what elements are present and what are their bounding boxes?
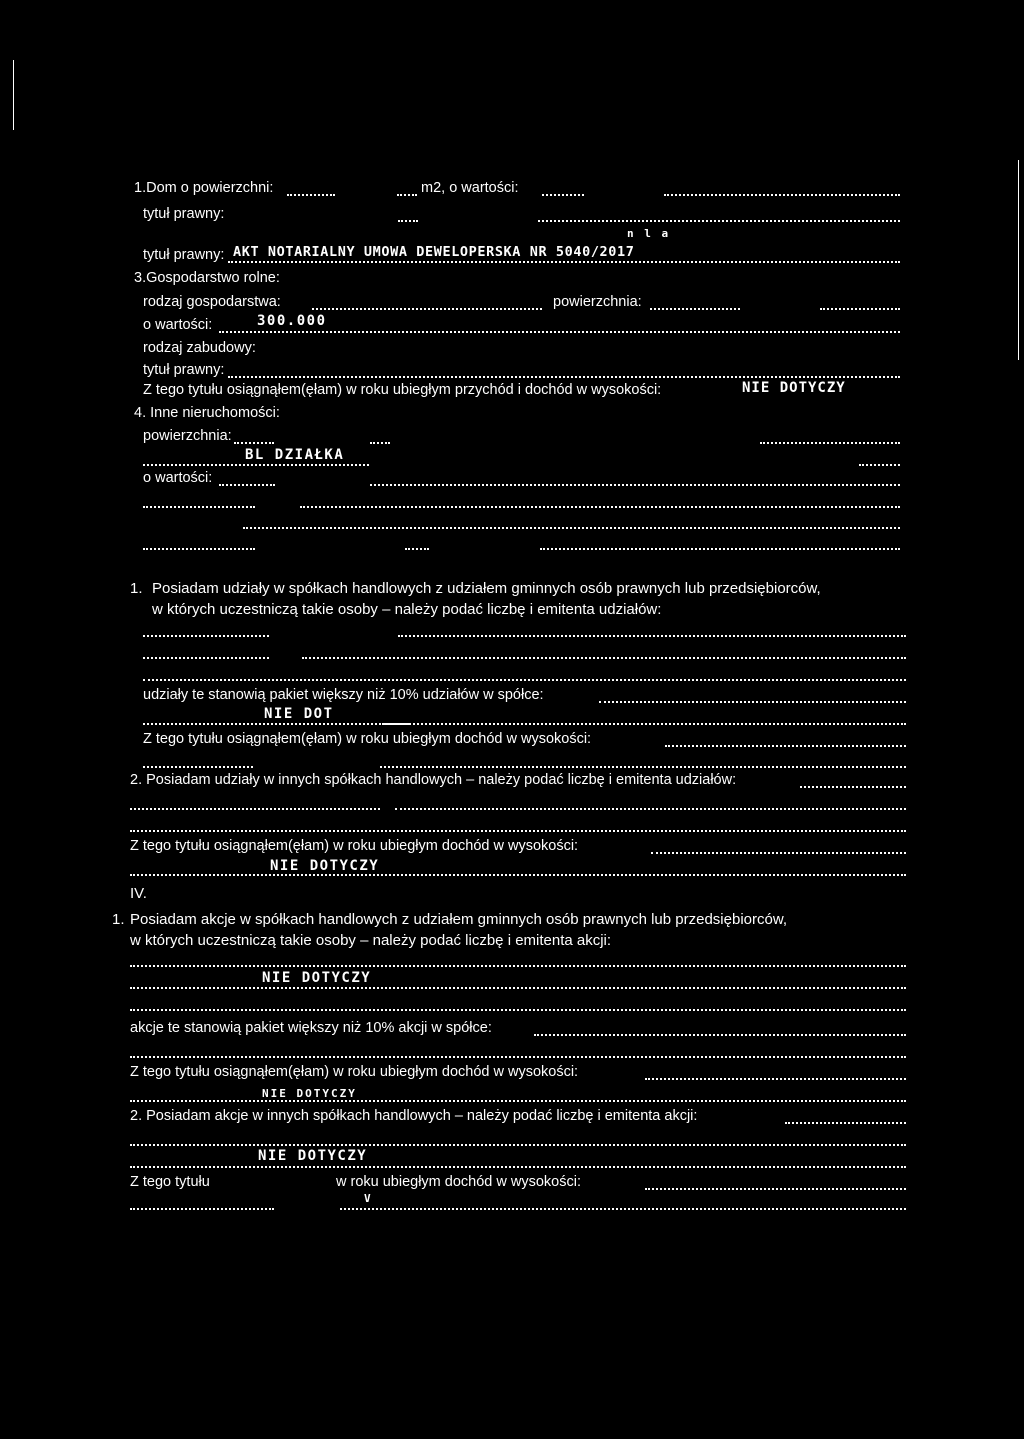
- fill-line: [395, 808, 906, 810]
- scan-edge-mark: [13, 60, 14, 130]
- fill-line: [130, 874, 906, 876]
- apartment-title-label: tytuł prawny:: [143, 247, 225, 263]
- fill-line: [405, 548, 429, 550]
- stocks-item2-text: 2. Posiadam akcje w innych spółkach handlowych – należy podać liczbę i emitenta akcji:: [130, 1108, 698, 1124]
- stocks-package-text: akcje te stanowią pakiet większy niż 10% akcji w spółce:: [130, 1020, 492, 1036]
- stocks-item2-income-handwritten: V: [364, 1192, 373, 1205]
- fill-line: [234, 442, 274, 444]
- stamp-fragment: n l a: [627, 227, 671, 240]
- house-value-label: m2, o wartości:: [421, 180, 519, 196]
- fill-line: [664, 194, 900, 196]
- stocks-item1-number: 1.: [112, 911, 125, 928]
- fill-line: [143, 635, 269, 637]
- scan-edge-mark: [1018, 160, 1019, 360]
- shares-package-handwritten: NIE DOT: [264, 706, 334, 722]
- fill-line: [130, 1144, 906, 1146]
- other-area-handwritten: BL DZIAŁKA: [245, 447, 345, 463]
- fill-line: [219, 331, 900, 333]
- other-area-label: powierzchnia:: [143, 428, 232, 444]
- fill-line: [785, 1122, 906, 1124]
- house-title-label: tytuł prawny:: [143, 206, 225, 222]
- shares-item1-text-line2: w których uczestniczą takie osoby – należy podać liczbę i emitenta udziałów:: [152, 601, 662, 618]
- farm-value-handwritten: 300.000: [257, 313, 327, 329]
- farm-value-label: o wartości:: [143, 317, 213, 333]
- farm-buildings-label: rodzaj zabudowy:: [143, 340, 256, 356]
- fill-line: [382, 723, 906, 725]
- fill-line: [397, 194, 417, 196]
- fill-line: [312, 308, 542, 310]
- fill-line: [300, 506, 900, 508]
- fill-line: [800, 786, 906, 788]
- fill-line: [645, 1078, 906, 1080]
- fill-line: [599, 701, 906, 703]
- fill-line: [130, 1100, 906, 1102]
- fill-line: [398, 220, 418, 222]
- fill-line: [370, 484, 900, 486]
- fill-line: [820, 308, 900, 310]
- fill-line: [340, 1208, 906, 1210]
- farm-income-text: Z tego tytułu osiągnąłem(ęłam) w roku ubiegłym przychód i dochód w wysokości:: [143, 382, 662, 398]
- fill-line: [130, 987, 906, 989]
- fill-line: [143, 548, 255, 550]
- stocks-item1-income-handwritten: NIE DOTYCZY: [262, 1087, 357, 1100]
- section-iv-heading: IV.: [130, 885, 147, 902]
- fill-line: [302, 657, 906, 659]
- farm-title-label: tytuł prawny:: [143, 362, 225, 378]
- fill-line: [143, 679, 906, 681]
- shares-item2-text: 2. Posiadam udziały w innych spółkach handlowych – należy podać liczbę i emitenta udziałów:: [130, 772, 737, 788]
- fill-line: [650, 308, 740, 310]
- stocks-item2-handwritten: NIE DOTYCZY: [258, 1148, 368, 1164]
- stocks-item2-income-text-b: w roku ubiegłym dochód w wysokości:: [336, 1174, 581, 1190]
- fill-line: [130, 1056, 906, 1058]
- fill-line: [143, 723, 409, 725]
- house-area-label: 1.Dom o powierzchni:: [134, 180, 274, 196]
- fill-line: [228, 261, 900, 263]
- shares-item2-income-handwritten: NIE DOTYCZY: [270, 858, 380, 874]
- fill-line: [130, 965, 906, 967]
- shares-item1-text-line1: Posiadam udziały w spółkach handlowych z udziałem gminnych osób prawnych lub przedsiębiorców,: [152, 580, 821, 597]
- fill-line: [143, 464, 369, 466]
- fill-line: [143, 506, 255, 508]
- shares-item1-number: 1.: [130, 580, 143, 597]
- shares-item2-income-text: Z tego tytułu osiągnąłem(ęłam) w roku ubiegłym dochód w wysokości:: [130, 838, 579, 854]
- shares-item1-income-text: Z tego tytułu osiągnąłem(ęłam) w roku ubiegłym dochód w wysokości:: [143, 731, 592, 747]
- shares-package-text: udziały te stanowią pakiet większy niż 10% udziałów w spółce:: [143, 687, 544, 703]
- fill-line: [380, 766, 906, 768]
- other-heading: 4. Inne nieruchomości:: [134, 405, 280, 421]
- fill-line: [760, 442, 900, 444]
- farm-type-label: rodzaj gospodarstwa:: [143, 294, 281, 310]
- fill-line: [859, 464, 900, 466]
- fill-line: [143, 657, 269, 659]
- farm-income-handwritten: NIE DOTYCZY: [742, 380, 846, 396]
- fill-line: [130, 808, 380, 810]
- fill-line: [534, 1034, 906, 1036]
- farm-area-label: powierzchnia:: [553, 294, 642, 310]
- fill-line: [130, 830, 906, 832]
- fill-line: [538, 220, 900, 222]
- stocks-item2-income-text-a: Z tego tytułu: [130, 1174, 210, 1190]
- fill-line: [540, 548, 900, 550]
- fill-line: [665, 745, 906, 747]
- fill-line: [130, 1208, 274, 1210]
- fill-line: [370, 442, 390, 444]
- fill-line: [130, 1009, 906, 1011]
- fill-line: [651, 852, 906, 854]
- fill-line: [243, 527, 900, 529]
- fill-line: [645, 1188, 906, 1190]
- stocks-item1-handwritten: NIE DOTYCZY: [262, 970, 372, 986]
- stocks-item1-income-text: Z tego tytułu osiągnąłem(ęłam) w roku ubiegłym dochód w wysokości:: [130, 1064, 579, 1080]
- other-value-label: o wartości:: [143, 470, 213, 486]
- fill-line: [287, 194, 335, 196]
- apartment-title-handwritten: AKT NOTARIALNY UMOWA DEWELOPERSKA NR 5040/2017: [233, 244, 635, 260]
- fill-line: [542, 194, 584, 196]
- fill-line: [398, 635, 906, 637]
- fill-line: [143, 766, 253, 768]
- fill-line: [228, 376, 900, 378]
- fill-line: [219, 484, 275, 486]
- stocks-item1-text-line1: Posiadam akcje w spółkach handlowych z udziałem gminnych osób prawnych lub przedsiębiorców,: [130, 911, 788, 928]
- farm-heading: 3.Gospodarstwo rolne:: [134, 270, 280, 286]
- fill-line: [130, 1166, 906, 1168]
- stocks-item1-text-line2: w których uczestniczą takie osoby – należy podać liczbę i emitenta akcji:: [130, 932, 612, 949]
